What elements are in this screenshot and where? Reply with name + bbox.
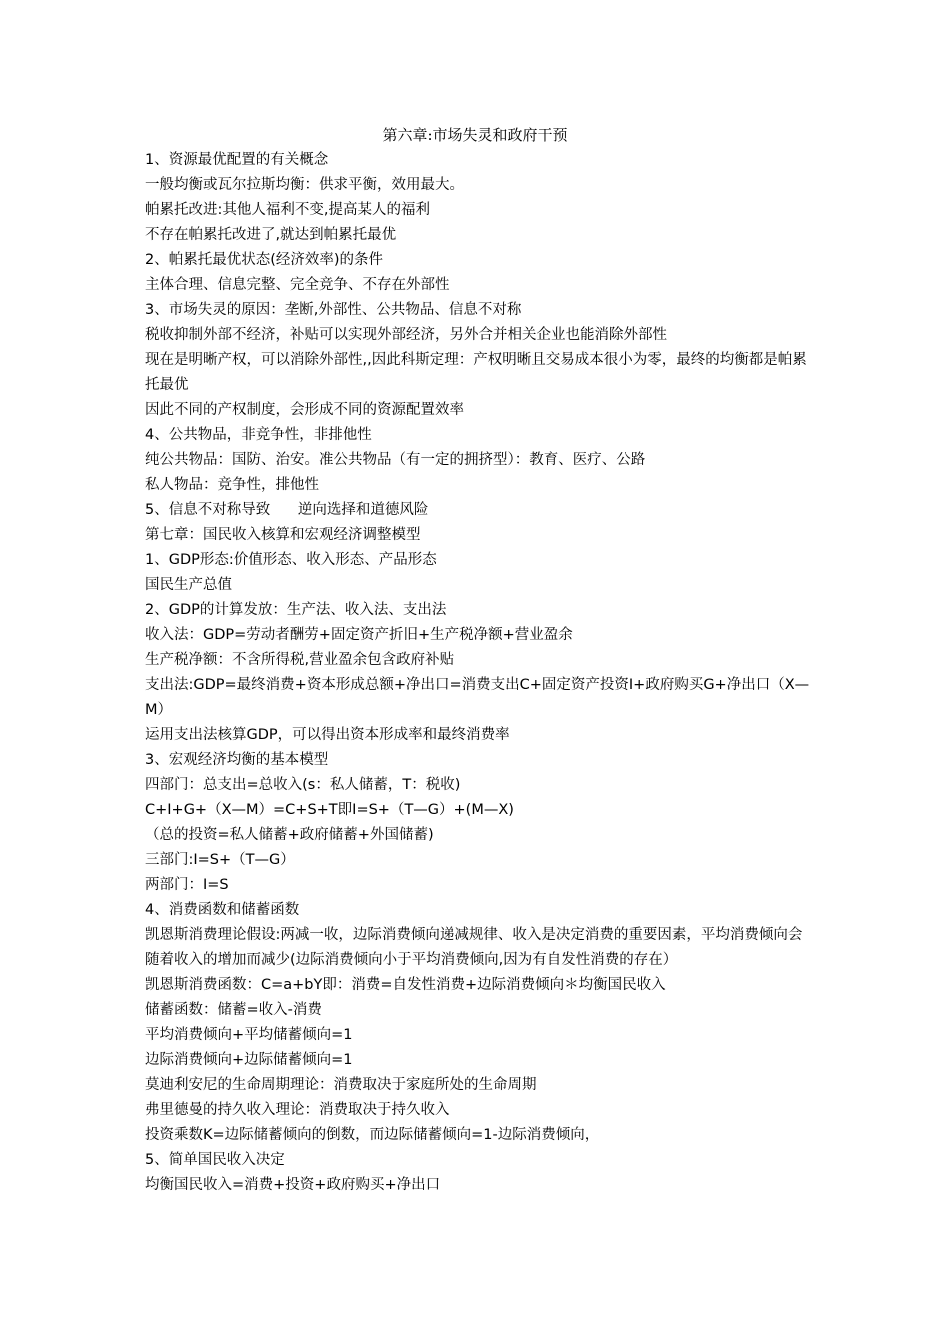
chapter-title: 第六章:市场失灵和政府干预 — [382, 126, 568, 144]
text-line: 莫迪利安尼的生命周期理论：消费取决于家庭所处的生命周期 — [145, 1077, 537, 1093]
text-line: 现在是明晰产权，可以消除外部性,,因此科斯定理：产权明晰且交易成本很小为零，最终的均衡都是帕累托最优 — [145, 352, 807, 393]
text-line: 4、消费函数和储蓄函数 — [145, 902, 300, 918]
text-line: 一般均衡或瓦尔拉斯均衡：供求平衡，效用最大。 — [145, 177, 464, 193]
text-line: 第七章：国民收入核算和宏观经济调整模型 — [145, 527, 421, 543]
text-line: 5、简单国民收入决定 — [145, 1152, 285, 1168]
text-line: 1、GDP形态:价值形态、收入形态、产品形态 — [145, 552, 437, 568]
text-line: 2、帕累托最优状态(经济效率)的条件 — [145, 252, 384, 268]
text-line: 储蓄函数：储蓄=收入-消费 — [145, 1002, 322, 1018]
text-line: 边际消费倾向+边际储蓄倾向=1 — [145, 1052, 353, 1068]
document-body — [145, 148, 810, 1198]
text-line: 两部门：I=S — [145, 877, 229, 893]
text-line: 四部门：总支出=总收入(s：私人储蓄，T：税收) — [145, 777, 461, 793]
text-line: 不存在帕累托改进了,就达到帕累托最优 — [145, 227, 397, 243]
text-line: 弗里德曼的持久收入理论：消费取决于持久收入 — [145, 1102, 450, 1118]
text-line: 主体合理、信息完整、完全竞争、不存在外部性 — [145, 277, 450, 293]
text-line: 国民生产总值 — [145, 577, 232, 593]
text-line: C+I+G+（X—M）=C+S+T即I=S+（T—G）+(M—X) — [145, 802, 514, 818]
text-line: 平均消费倾向+平均储蓄倾向=1 — [145, 1027, 353, 1043]
text-line: 生产税净额：不含所得税,营业盈余包含政府补贴 — [145, 652, 455, 668]
text-line: 支出法:GDP=最终消费+资本形成总额+净出口=消费支出C+固定资产投资I+政府购买G+净出口（X—M） — [145, 677, 810, 718]
text-line: 运用支出法核算GDP，可以得出资本形成率和最终消费率 — [145, 727, 510, 743]
text-line: 均衡国民收入=消费+投资+政府购买+净出口 — [145, 1177, 441, 1193]
text-line: 三部门:I=S+（T—G） — [145, 852, 295, 868]
text-line: 收入法：GDP=劳动者酬劳+固定资产折旧+生产税净额+营业盈余 — [145, 627, 573, 643]
text-line: 帕累托改进:其他人福利不变,提高某人的福利 — [145, 202, 430, 218]
text-line: 税收抑制外部不经济，补贴可以实现外部经济，另外合并相关企业也能消除外部性 — [145, 327, 667, 343]
text-line: 5、信息不对称导致 逆向选择和道德风险 — [145, 502, 429, 518]
text-line: 纯公共物品：国防、治安。准公共物品（有一定的拥挤型）：教育、医疗、公路 — [145, 452, 646, 468]
text-line: 私人物品：竞争性，排他性 — [145, 477, 319, 493]
text-line: 2、GDP的计算发放：生产法、收入法、支出法 — [145, 602, 447, 618]
text-line: 4、公共物品，非竞争性，非排他性 — [145, 427, 372, 443]
text-line: 因此不同的产权制度，会形成不同的资源配置效率 — [145, 402, 464, 418]
text-line: 凯恩斯消费理论假设:两减一收，边际消费倾向递减规律、收入是决定消费的重要因素，平均消费倾向会随着收入的增加而减少(边际消费倾向小于平均消费倾向,因为有自发性消费的存在） — [145, 927, 803, 968]
text-line: 3、宏观经济均衡的基本模型 — [145, 752, 329, 768]
text-line: （总的投资=私人储蓄+政府储蓄+外国储蓄) — [145, 827, 434, 843]
text-line: 凯恩斯消费函数：C=a+bY即：消费=自发性消费+边际消费倾向＊均衡国民收入 — [145, 977, 666, 993]
text-line: 1、资源最优配置的有关概念 — [145, 152, 329, 168]
text-line: 投资乘数K=边际储蓄倾向的倒数，而边际储蓄倾向=1-边际消费倾向， — [145, 1127, 600, 1143]
text-line: 3、市场失灵的原因：垄断,外部性、公共物品、信息不对称 — [145, 302, 522, 318]
